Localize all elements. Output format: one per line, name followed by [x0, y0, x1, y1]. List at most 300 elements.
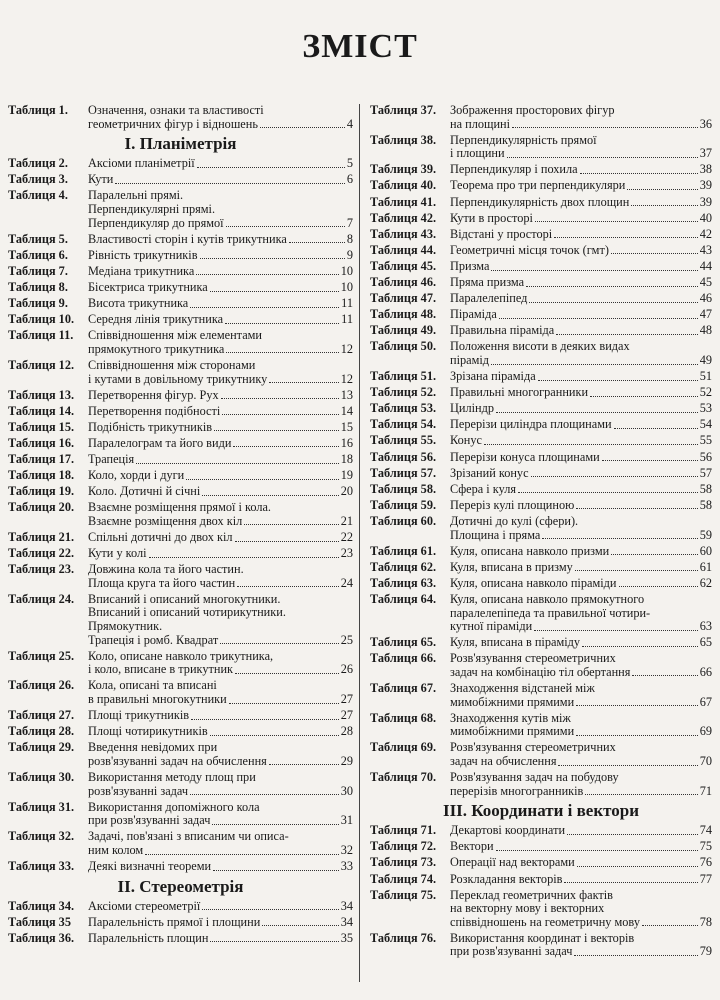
entry-line-text: мимобіжними прямими — [450, 724, 575, 739]
dot-leader — [627, 189, 697, 190]
entry-title — [88, 297, 353, 311]
table-label: Таблиця 29. — [8, 740, 75, 755]
dot-leader — [567, 834, 698, 835]
entry-line — [88, 830, 353, 844]
page-number: 9 — [346, 247, 353, 262]
entry-title — [88, 405, 353, 419]
dot-leader — [186, 479, 338, 480]
page-number: 60 — [699, 543, 712, 558]
table-label: Таблиця 72. — [370, 839, 437, 854]
entry-line — [450, 932, 712, 946]
toc-entry[interactable] — [370, 260, 712, 274]
page-number: 55 — [699, 433, 712, 448]
table-label: Таблиця 53. — [370, 401, 437, 416]
page-number: 37 — [699, 146, 712, 161]
entry-line — [88, 329, 353, 343]
toc-entry[interactable] — [370, 212, 712, 226]
toc-entry[interactable] — [8, 157, 353, 171]
dot-leader — [212, 824, 338, 825]
entry-line-text: Паралельні прямі. — [88, 188, 184, 203]
toc-entry[interactable] — [370, 292, 712, 306]
entry-line — [88, 265, 353, 279]
toc-entry[interactable] — [370, 483, 712, 497]
toc-entry[interactable] — [8, 916, 353, 930]
entry-line-text: Площі чотирикутників — [88, 724, 208, 739]
entry-line-text: на векторну мову і векторних — [450, 901, 605, 916]
entry-line — [88, 563, 353, 577]
entry-line-text: Теорема про три перпендикуляри — [450, 178, 626, 193]
entry-title — [450, 873, 712, 887]
entry-line-text: Куля, описана навколо призми — [450, 543, 610, 558]
entry-line — [88, 693, 353, 707]
entry-title — [450, 499, 712, 513]
dot-leader — [136, 463, 339, 464]
entry-line — [450, 593, 712, 607]
section-heading: III. Координати і вектори — [442, 801, 640, 821]
entry-line-text: Переріз кулі площиною — [450, 497, 575, 512]
entry-line-text: Зрізана піраміда — [450, 369, 536, 384]
entry-line-text: Положення висоти в деяких видах — [450, 339, 630, 354]
entry-line-text: Розв'язування стереометричних — [450, 651, 616, 666]
entry-line — [450, 741, 712, 755]
toc-entry[interactable] — [370, 418, 712, 432]
entry-title — [450, 741, 712, 768]
entry-line — [450, 104, 712, 118]
page-number: 79 — [699, 944, 712, 959]
entry-line-text: пірамід — [450, 353, 490, 367]
entry-line — [88, 916, 353, 930]
entry-line — [88, 785, 353, 799]
dot-leader — [496, 850, 698, 851]
dot-leader — [538, 380, 698, 381]
dot-leader — [619, 586, 698, 587]
entry-line-text: Вписаний і описаний многокутники. — [88, 591, 281, 606]
dot-leader — [149, 557, 339, 558]
table-label: Таблиця 2. — [8, 156, 68, 171]
toc-entry[interactable] — [370, 163, 712, 177]
toc-entry[interactable] — [8, 189, 353, 230]
toc-entry[interactable] — [370, 873, 712, 887]
toc-entry[interactable] — [8, 932, 353, 946]
toc-entry[interactable] — [8, 900, 353, 914]
page-number: 20 — [340, 484, 353, 499]
page-number: 27 — [340, 691, 353, 706]
dot-leader — [556, 334, 697, 335]
entry-title — [450, 228, 712, 242]
page-number: 65 — [699, 635, 712, 650]
entry-line-text: Зрізаний конус — [450, 465, 529, 480]
toc-entry[interactable] — [8, 405, 353, 419]
page-number: 12 — [340, 341, 353, 356]
toc-entry[interactable] — [370, 593, 712, 634]
entry-line-text: Прямокутник. — [88, 619, 163, 633]
entry-title — [88, 173, 353, 187]
entry-title — [88, 709, 353, 723]
entry-line — [450, 451, 712, 465]
entry-line-text: ним колом — [88, 842, 144, 857]
entry-title — [88, 900, 353, 914]
entry-line-text: Призма — [450, 258, 490, 273]
entry-line — [88, 634, 353, 648]
toc-entry[interactable] — [8, 860, 353, 874]
table-label: Таблиця 56. — [370, 449, 437, 464]
entry-line-text: Властивості сторін і кутів трикутника — [88, 231, 287, 246]
dot-leader — [190, 794, 339, 795]
toc-entry[interactable] — [370, 577, 712, 591]
toc-entry[interactable] — [370, 771, 712, 798]
toc-entry[interactable] — [370, 196, 712, 210]
entry-line — [450, 402, 712, 416]
page-number: 11 — [341, 296, 353, 311]
entry-title — [450, 212, 712, 226]
toc-entry[interactable] — [8, 104, 353, 131]
entry-line-text: Знаходження кутів між — [450, 710, 571, 725]
entry-title — [88, 801, 353, 828]
toc-entry[interactable] — [8, 469, 353, 483]
toc-entry[interactable] — [8, 453, 353, 467]
entry-line — [450, 682, 712, 696]
toc-entry[interactable] — [370, 856, 712, 870]
dot-leader — [226, 226, 345, 227]
toc-entry[interactable] — [370, 340, 712, 367]
entry-title — [88, 725, 353, 739]
entry-line — [450, 467, 712, 481]
entry-line — [88, 373, 353, 387]
entry-line — [450, 712, 712, 726]
dot-leader — [526, 286, 698, 287]
dot-leader — [534, 630, 698, 631]
entry-title — [88, 157, 353, 171]
toc-entry[interactable] — [370, 308, 712, 322]
entry-line — [88, 814, 353, 828]
dot-leader — [214, 430, 339, 431]
toc-entry[interactable] — [8, 233, 353, 247]
toc-entry[interactable] — [370, 712, 712, 739]
toc-entry[interactable] — [8, 741, 353, 768]
entry-line — [450, 529, 712, 543]
dot-leader — [575, 570, 698, 571]
toc-entry[interactable] — [370, 104, 712, 131]
entry-line — [88, 359, 353, 373]
toc-entry[interactable] — [370, 451, 712, 465]
page-number: 14 — [340, 403, 353, 418]
entry-line-text: Сфера і куля — [450, 481, 516, 496]
table-label: Таблиця 31. — [8, 799, 75, 814]
table-label: Таблиця 45. — [370, 258, 437, 273]
entry-line-text: Довжина кола та його частин. — [88, 562, 244, 577]
entry-title — [450, 889, 712, 930]
page-title: ЗМІСТ — [302, 28, 418, 65]
toc-entry[interactable] — [8, 249, 353, 263]
dot-leader — [225, 323, 339, 324]
toc-entry[interactable] — [8, 650, 353, 677]
page-number: 66 — [699, 664, 712, 679]
entry-line-text: Подібність трикутників — [88, 419, 213, 434]
dot-leader — [191, 719, 339, 720]
section-heading: II. Стереометрія — [117, 876, 244, 896]
toc-entry[interactable] — [370, 402, 712, 416]
entry-line — [88, 515, 353, 529]
table-label: Таблиця 35 — [8, 914, 71, 929]
toc-entry[interactable] — [8, 297, 353, 311]
page-number: 43 — [699, 242, 712, 257]
toc-entry[interactable] — [8, 421, 353, 435]
toc-entry[interactable] — [370, 244, 712, 258]
toc-entry[interactable] — [370, 682, 712, 709]
table-label: Таблиця 61. — [370, 543, 437, 558]
entry-line — [88, 118, 353, 132]
dot-leader — [484, 444, 698, 445]
table-label: Таблиця 66. — [370, 651, 437, 666]
toc-entry[interactable] — [370, 134, 712, 161]
entry-line — [450, 260, 712, 274]
toc-entry[interactable] — [370, 824, 712, 838]
entry-line-text: Геометричні місця точок (гмт) — [450, 242, 609, 257]
dot-leader — [642, 925, 698, 926]
entry-line-text: Перпендикулярність прямої — [450, 132, 597, 147]
dot-leader — [632, 675, 697, 676]
entry-line-text: Бісектриса трикутника — [88, 279, 208, 294]
toc-entry[interactable] — [8, 437, 353, 451]
entry-line-text: Дотичні до кулі (сфери). — [450, 513, 579, 528]
toc-entry[interactable] — [370, 228, 712, 242]
toc-entry[interactable] — [370, 276, 712, 290]
dot-leader — [611, 253, 698, 254]
entry-line — [450, 499, 712, 513]
table-label: Таблиця 23. — [8, 562, 75, 577]
entry-title — [88, 679, 353, 706]
entry-line — [450, 725, 712, 739]
entry-line — [88, 453, 353, 467]
entry-title — [88, 233, 353, 247]
entry-line-text: Операції над векторами — [450, 855, 575, 870]
entry-title — [88, 469, 353, 483]
toc-entry[interactable] — [370, 179, 712, 193]
table-label: Таблиця 37. — [370, 103, 437, 117]
toc-entry[interactable] — [370, 652, 712, 679]
page-number: 39 — [699, 178, 712, 193]
toc-entry[interactable] — [8, 563, 353, 590]
entry-line — [450, 666, 712, 680]
page-number: 34 — [340, 898, 353, 913]
dot-leader — [202, 495, 338, 496]
toc-entry[interactable] — [370, 434, 712, 448]
dot-leader — [558, 765, 697, 766]
entry-line — [450, 244, 712, 258]
dot-leader — [200, 258, 345, 259]
toc-entry[interactable] — [8, 593, 353, 647]
entry-line — [450, 545, 712, 559]
toc-entry[interactable] — [370, 370, 712, 384]
dot-leader — [289, 242, 345, 243]
page-number: 63 — [699, 619, 712, 634]
page-number: 44 — [699, 258, 712, 273]
table-label: Таблиця 21. — [8, 529, 75, 544]
dot-leader — [491, 364, 698, 365]
entry-line — [450, 652, 712, 666]
entry-title — [88, 453, 353, 467]
toc-entry[interactable] — [8, 801, 353, 828]
table-label: Таблиця 30. — [8, 769, 75, 784]
page-number: 49 — [699, 353, 712, 367]
page-number: 53 — [699, 401, 712, 416]
toc-left-column — [8, 104, 353, 948]
dot-leader — [226, 352, 338, 353]
entry-line — [450, 276, 712, 290]
entry-line-text: Циліндр — [450, 401, 494, 416]
dot-leader — [210, 735, 339, 736]
toc-entry[interactable] — [8, 725, 353, 739]
page-number: 47 — [699, 307, 712, 322]
page-number: 7 — [346, 215, 353, 230]
table-label: Таблиця 50. — [370, 339, 437, 354]
entry-title — [88, 830, 353, 857]
toc-entry[interactable] — [8, 313, 353, 327]
entry-line-text: Піраміда — [450, 307, 497, 322]
entry-line-text: Вектори — [450, 839, 494, 854]
entry-title — [88, 741, 353, 768]
entry-title — [450, 771, 712, 798]
toc-entry[interactable] — [8, 679, 353, 706]
entry-title — [450, 402, 712, 416]
entry-line — [88, 679, 353, 693]
entry-line-text: Кола, описані та вписані — [88, 678, 217, 693]
toc-entry[interactable] — [370, 889, 712, 930]
table-label: Таблиця 26. — [8, 678, 75, 693]
entry-line-text: Деякі визначні теореми — [88, 859, 212, 873]
toc-entry[interactable] — [370, 545, 712, 559]
toc-entry[interactable] — [8, 389, 353, 403]
table-label: Таблиця 8. — [8, 279, 68, 294]
toc-entry[interactable] — [370, 561, 712, 575]
entry-line — [450, 418, 712, 432]
entry-line-text: Перпендикулярність двох площин — [450, 194, 630, 209]
table-label: Таблиця 51. — [370, 369, 437, 384]
dot-leader — [585, 794, 697, 795]
entry-title — [88, 437, 353, 451]
entry-title — [88, 389, 353, 403]
entry-line — [88, 932, 353, 946]
toc-entry[interactable] — [370, 467, 712, 481]
table-label: Таблиця 74. — [370, 871, 437, 886]
entry-title — [450, 712, 712, 739]
entry-line-text: Співвідношення між елементами — [88, 328, 263, 343]
entry-line-text: Паралельність прямої і площини — [88, 914, 261, 929]
toc-entry[interactable] — [370, 840, 712, 854]
entry-title — [450, 196, 712, 210]
entry-line — [88, 421, 353, 435]
table-label: Таблиця 41. — [370, 194, 437, 209]
entry-title — [88, 359, 353, 386]
entry-line — [450, 577, 712, 591]
entry-title — [450, 515, 712, 542]
toc-entry[interactable] — [8, 830, 353, 857]
toc-entry[interactable] — [8, 359, 353, 386]
entry-line-text: прямокутного трикутника — [88, 341, 225, 356]
entry-line — [450, 785, 712, 799]
dot-leader — [518, 492, 698, 493]
entry-line-text: Відстані у просторі — [450, 226, 553, 241]
toc-entry[interactable] — [8, 709, 353, 723]
page-number: 76 — [699, 855, 712, 870]
entry-line — [88, 844, 353, 858]
toc-entry[interactable] — [8, 173, 353, 187]
toc-entry[interactable] — [370, 636, 712, 650]
table-label: Таблиця 76. — [370, 930, 437, 945]
entry-title — [88, 650, 353, 677]
toc-entry[interactable] — [370, 324, 712, 338]
table-label: Таблиця 58. — [370, 481, 437, 496]
toc-entry[interactable] — [8, 771, 353, 798]
toc-entry[interactable] — [8, 501, 353, 528]
entry-line — [88, 801, 353, 815]
entry-line-text: Розкладання векторів — [450, 871, 563, 886]
page-number: 46 — [699, 291, 712, 306]
toc-entry[interactable] — [8, 547, 353, 561]
dot-leader — [582, 646, 698, 647]
entry-line — [450, 696, 712, 710]
entry-title — [450, 682, 712, 709]
entry-title — [450, 840, 712, 854]
table-label: Таблиця 46. — [370, 275, 437, 290]
entry-line-text: Коло. Дотичні й січні — [88, 484, 201, 499]
toc-entry[interactable] — [8, 531, 353, 545]
table-label: Таблиця 3. — [8, 172, 68, 187]
table-label: Таблиця 1. — [8, 103, 68, 117]
entry-line-text: Пряма призма — [450, 275, 525, 290]
page-number: 54 — [699, 417, 712, 432]
toc-entry[interactable] — [370, 386, 712, 400]
table-label: Таблиця 62. — [370, 559, 437, 574]
toc-entry[interactable] — [8, 265, 353, 279]
entry-title — [450, 593, 712, 634]
page-number: 67 — [699, 694, 712, 709]
entry-line-text: Куля, вписана в призму — [450, 559, 573, 574]
page-number: 78 — [699, 914, 712, 929]
entry-line-text: Введення невідомих при — [88, 740, 218, 755]
entry-title — [450, 418, 712, 432]
dot-leader — [564, 882, 697, 883]
toc-entry[interactable] — [8, 281, 353, 295]
page-number: 70 — [699, 753, 712, 768]
entry-line-text: Кути — [88, 172, 114, 187]
entry-line — [88, 485, 353, 499]
page-number: 30 — [340, 783, 353, 798]
dot-leader — [507, 157, 698, 158]
toc-entry[interactable] — [370, 932, 712, 959]
toc-entry[interactable] — [370, 741, 712, 768]
table-label: Таблиця 71. — [370, 823, 437, 838]
table-label: Таблиця 67. — [370, 680, 437, 695]
toc-entry[interactable] — [8, 485, 353, 499]
toc-entry[interactable] — [370, 515, 712, 542]
entry-title — [88, 421, 353, 435]
dot-leader — [574, 955, 697, 956]
page-number: 12 — [340, 371, 353, 386]
page-number: 61 — [699, 559, 712, 574]
toc-entry[interactable] — [8, 329, 353, 356]
entry-title — [450, 561, 712, 575]
dot-leader — [197, 167, 345, 168]
entry-line — [88, 469, 353, 483]
entry-title — [88, 104, 353, 131]
page-number: 45 — [699, 275, 712, 290]
entry-title — [450, 104, 712, 131]
dot-leader — [531, 476, 698, 477]
entry-line-text: Середня лінія трикутника — [88, 312, 224, 327]
toc-entry[interactable] — [370, 499, 712, 513]
entry-line-text: Аксіоми стереометрії — [88, 898, 201, 913]
